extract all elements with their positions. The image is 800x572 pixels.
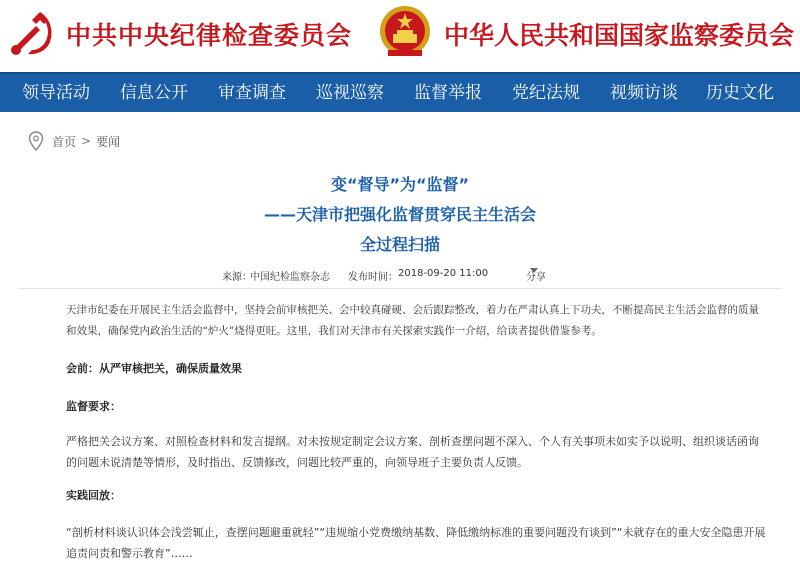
nav-item-disclosure[interactable]: 信息公开 (120, 83, 188, 103)
nav-item-investigation[interactable]: 审查调查 (218, 83, 286, 103)
party-emblem-icon (6, 8, 56, 58)
nav-item-inspection[interactable]: 巡视巡察 (316, 83, 384, 103)
nav-item-history[interactable]: 历史文化 (706, 83, 774, 103)
nav-item-regulations[interactable]: 党纪法规 (512, 83, 580, 103)
nsc-site-title[interactable]: 中华人民共和国国家监察委员会 (444, 21, 795, 50)
nav-item-video[interactable]: 视频访谈 (610, 83, 678, 103)
nav-item-leadership[interactable]: 领导活动 (22, 83, 90, 103)
article-intro: 天津市纪委在开展民主生活会监督中，坚持会前审核把关、会中较真碰硬、会后跟踪整改，着力在严肃认真上下功夫，不断提高民主生活会监督的质量和效果，确保党内政治生活的“炉火”烧得更旺。这里，我们对天津市有关探索实践作一介绍，给读者提供借鉴参考。 (66, 304, 759, 337)
cdi-site-title[interactable]: 中共中央纪律检查委员会 (66, 21, 353, 50)
breadcrumb-current[interactable]: 要闻 (96, 134, 121, 149)
article-title-line2: ——天津市把强化监督贯穿民主生活会 (263, 205, 536, 224)
nav-item-reporting[interactable]: 监督举报 (414, 83, 482, 103)
breadcrumb (28, 130, 120, 152)
state-emblem-icon (378, 4, 432, 60)
article-title-line1: 变“督导”为“监督” (330, 175, 470, 194)
main-nav (0, 72, 800, 112)
subheading-requirements: 监督要求： (66, 400, 121, 413)
breadcrumb-home[interactable]: 首页 (52, 134, 77, 149)
share-label: 分享 (526, 272, 546, 283)
caret-down-icon (530, 268, 538, 273)
article-source: 中国纪检监察杂志 (250, 272, 330, 283)
article-title-line3: 全过程扫描 (359, 235, 440, 254)
meta-divider (18, 288, 782, 289)
practice-paragraph: “剖析材料谈认识体会浅尝辄止，查摆问题避重就轻”“违规缩小党费缴纳基数、降低缴纳标准的重要问题没有谈到”“未就存在的重大安全隐患开展追责问责和警示教育”…… (66, 526, 766, 560)
requirements-paragraph: 严格把关会议方案、对照检查材料和发言提纲。对未按规定制定会议方案、剖析查摆问题不深入、个人有关事项未如实予以说明、组织谈话函询的问题未说清楚等情形，及时指出、反馈修改，问题比较严重的，向领导班子主要负责人反馈。 (66, 435, 759, 469)
site-header (0, 0, 800, 72)
time-label: 发布时间： (348, 272, 398, 283)
section-heading-before-meeting: 会前：从严审核把关，确保质量效果 (66, 362, 242, 375)
source-label: 来源： (222, 272, 252, 283)
article-time: 2018-09-20 11:00 (398, 268, 489, 279)
location-pin-icon (28, 131, 44, 151)
breadcrumb-separator: > (81, 134, 92, 148)
subheading-practice: 实践回放： (66, 489, 121, 502)
